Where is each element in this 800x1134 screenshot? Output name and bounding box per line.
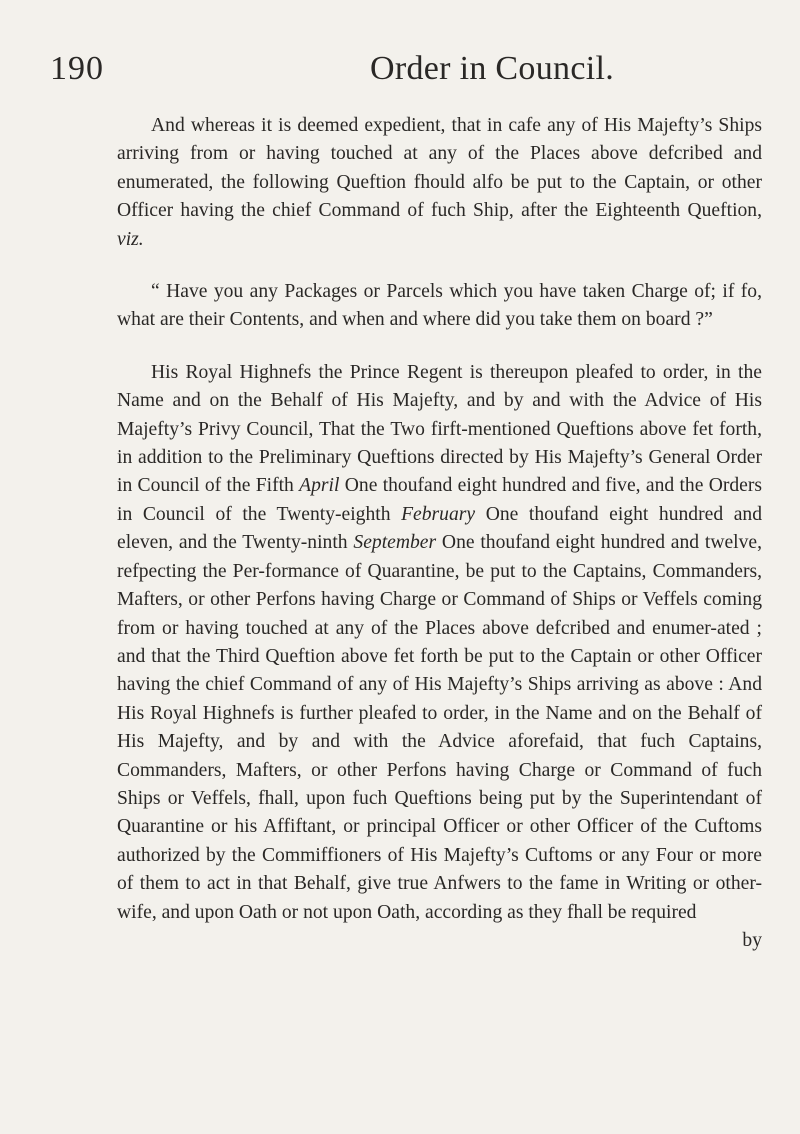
page-number: 190 bbox=[50, 50, 104, 87]
order-text-part-2: One thoufand eight hundred and five, and the Orders in Council of the Twenty-eighth bbox=[117, 475, 763, 525]
catchword: by bbox=[742, 929, 762, 951]
order-text-part-1: His Royal Highnefs the Prince Regent is thereupon pleafed to order, in the Name and on the Behalf of His Majefty, and by and with the Advice of His Majefty’s Privy Council, That the Two firft-mentioned Queftions above fet forth, in addition to the Preliminary Queftions directed by His Majefty’s General Order in Council of the Fifth bbox=[117, 361, 762, 497]
order-text-part-4: One thoufand eight hundred and twelve, refpecting the Per-formance of Quarantine, be put to the Captains, Commanders, Mafters, or other Perfons having Charge or Command of Ships or Veffels coming from or having touched at any of the Places above defcribed and enumer-ated ; and that the Third Queftion above fet forth be put to the Captain or other Officer having the chief Command of any of His Majefty’s Ships arriving as above : And His Royal Highnefs is further pleafed to order, in the Name and on the Behalf of His Majefty, and by and with the Advice aforefaid, that fuch Captains, Commanders, Mafters, or other Perfons having Charge or Command of fuch Ships or Veffels, fhall, upon fuch Queftions being put by the Superintendant of Quarantine or his Affiftant, or principal Officer or other Officer of the Cuftoms authorized by the Commiffioners of His Majefty’s Cuftoms or any Four or more of them to act in that Behalf, give true Anfwers to the fame in Writing or other-wife, and upon Oath or not upon Oath, according as they fhall be required bbox=[117, 532, 763, 923]
paragraph-order bbox=[117, 359, 762, 927]
body-text bbox=[117, 112, 762, 955]
month-april: April bbox=[299, 475, 340, 497]
viz-italic: viz. bbox=[117, 228, 144, 250]
paragraph-question-quote bbox=[117, 278, 762, 335]
page-header bbox=[50, 44, 680, 94]
paragraph-expedient bbox=[117, 112, 762, 254]
question-quote-text: “ Have you any Packages or Parcels which you have taken Charge of; if fo, what are their Contents, and when and where did you take them on board ?” bbox=[117, 281, 762, 331]
paragraph-expedient-text: And whereas it is deemed expedient, that in cafe any of His Majefty’s Ships arriving from or having touched at any of the Places above defcribed and enumerated, the following Queftion fhould alfo be put to the Captain, or other Officer having the chief Command of fuch Ship, after the Eighteenth Queftion, bbox=[117, 115, 762, 222]
running-title: Order in Council. bbox=[370, 50, 614, 87]
order-text-part-3: One thoufand eight hundred and eleven, and the Twenty-ninth bbox=[117, 503, 762, 554]
month-september: September bbox=[353, 532, 437, 554]
month-february: February bbox=[401, 503, 476, 525]
